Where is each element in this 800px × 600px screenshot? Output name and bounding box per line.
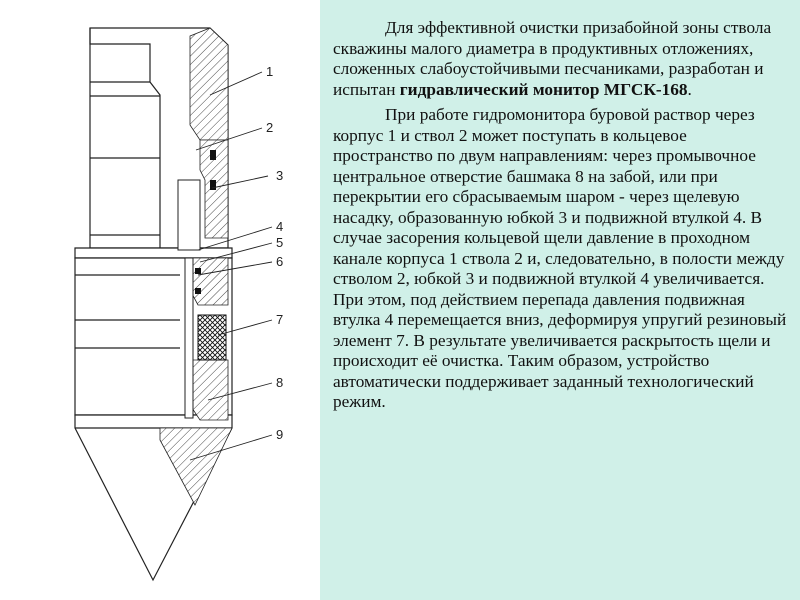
callout-4: 4 [276,219,284,234]
callout-8: 8 [276,375,284,390]
device-name: гидравлический монитор МГСК-168 [399,79,688,99]
rubber-element-7 [198,315,226,360]
intro-text: Для эффективной очистки призабойной зоны ствола скважины малого диаметра в продуктивных отложениях, сложенных слабоустойчивыми песчаниками, разработан и испытан [333,18,772,99]
description-text [333,18,788,418]
callout-6: 6 [276,254,284,269]
monitor-diagram [0,0,320,600]
intro-end: . [687,79,692,99]
callout-2: 2 [266,120,274,135]
callout-9: 9 [276,427,284,442]
callout-3: 3 [276,168,284,183]
callout-7: 7 [276,312,284,327]
callout-1: 1 [266,64,274,79]
callout-5: 5 [276,235,284,250]
paragraph-intro [333,18,788,100]
paragraph-operation: При работе гидромонитора буровой раствор через корпус 1 и ствол 2 может поступать в кольцевое пространство по двум направлениям: через промывочное центральное отверстие башмака 8 на забой, или при перекрытии его сбрасываемым шаром - через щелевую насадку, образованную юбкой 3 и подвижной втулкой 4. В случае засорения кольцевой щели давление в проходном канале корпуса 1 ствола 2 и, следовательно, в полости между стволом 2, юбкой 3 и подвижной втулкой 4 увеличивается. При этом, под действием перепада давления подвижная втулка 4 перемещается вниз, деформируя упругий резиновый элемент 7. В результате увеличивается раскрытость щели и происходит её очистка. Таким образом, устройство автоматически поддерживает заданный технологический режим. [333,105,787,411]
